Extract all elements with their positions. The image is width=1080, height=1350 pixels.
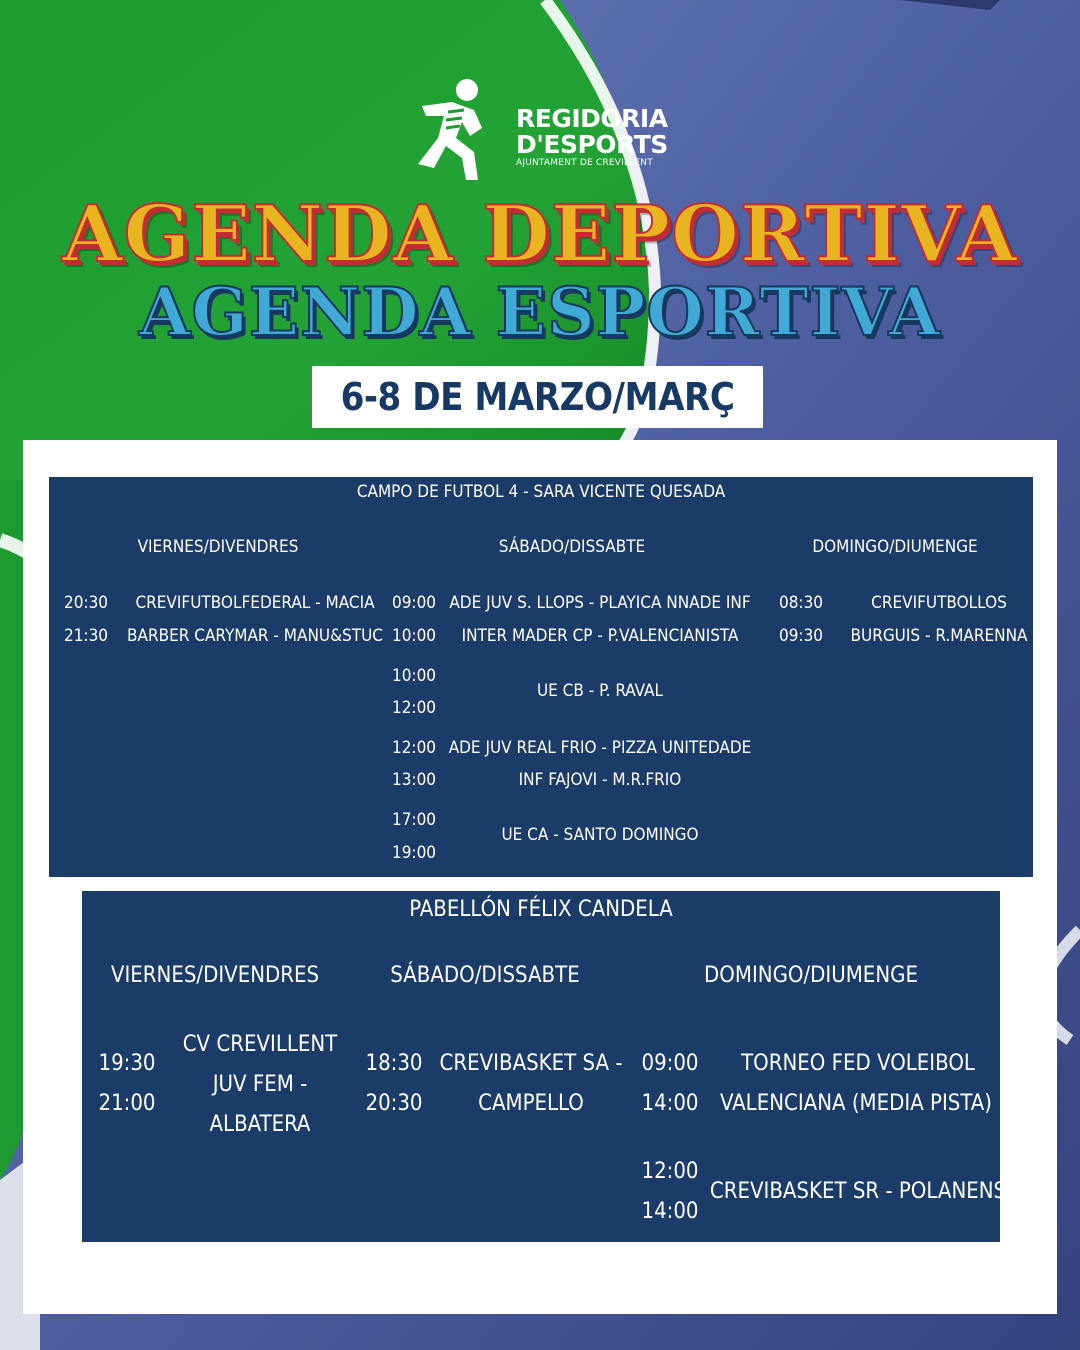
regidoria-logo xyxy=(412,76,672,186)
match-teams: VALENCIANA (MEDIA PISTA) xyxy=(720,1091,992,1116)
day-header-sunday: DOMINGO/DIUMENGE xyxy=(704,963,918,988)
title-spanish: AGENDA DEPORTIVA xyxy=(62,189,1018,280)
match-time-end: 12:00 xyxy=(391,698,437,718)
venue-title: CAMPO DE FUTBOL 4 - SARA VICENTE QUESADA xyxy=(356,482,726,502)
match-teams: TORNEO FED VOLEIBOL xyxy=(741,1051,975,1076)
day-header-friday: VIERNES/DIVENDRES xyxy=(137,537,299,557)
match-time: 09:30 xyxy=(778,626,824,646)
day-header-saturday: SÁBADO/DISSABTE xyxy=(390,963,580,988)
day-header-saturday: SÁBADO/DISSABTE xyxy=(498,537,646,557)
day-header-sunday: DOMINGO/DIUMENGE xyxy=(812,537,978,557)
match-time: 12:00 xyxy=(391,738,437,758)
match-teams: INF FAJOVI - M.R.FRIO xyxy=(518,770,682,790)
title-valencian: AGENDA ESPORTIVA xyxy=(139,273,941,351)
match-time: 09:00 xyxy=(391,593,437,613)
match-time: 10:00 xyxy=(391,626,437,646)
logo-line-2: D'ESPORTS xyxy=(516,130,668,159)
match-time-end: 14:00 xyxy=(641,1091,699,1116)
match-teams: CREVIFUTBOLFEDERAL - MACIA xyxy=(135,593,375,613)
match-teams: ADE JUV S. LLOPS - PLAYICA NNADE INF xyxy=(449,593,751,613)
match-time: 18:30 xyxy=(365,1051,423,1076)
logo-line-1: REGIDORIA xyxy=(516,104,668,133)
match-teams: CV CREVILLENT xyxy=(182,1032,338,1057)
match-time: 17:00 xyxy=(391,810,437,830)
match-time-end: 14:00 xyxy=(641,1199,699,1224)
venue-title: PABELLÓN FÉLIX CANDELA xyxy=(409,897,673,922)
match-teams: UE CA - SANTO DOMINGO xyxy=(501,825,699,845)
logo-line-3: AJUNTAMENT DE CREVILLENT xyxy=(516,158,653,168)
date-banner: 6-8 DE MARZO/MARÇ xyxy=(312,366,763,428)
match-time: 08:30 xyxy=(778,593,824,613)
match-time: 10:00 xyxy=(391,666,437,686)
match-teams: UE CB - P. RAVAL xyxy=(536,681,664,701)
match-teams: JUV FEM - xyxy=(212,1072,308,1097)
match-time: 09:00 xyxy=(641,1051,699,1076)
match-teams: INTER MADER CP - P.VALENCIANISTA xyxy=(461,626,739,646)
match-teams: CREVIBASKET SR - POLANENS xyxy=(709,1179,1007,1204)
match-time-end: 19:00 xyxy=(391,843,437,863)
match-teams: BARBER CARYMAR - MANU&STUC xyxy=(127,626,383,646)
runner-icon xyxy=(412,76,512,186)
match-teams: BURGUIS - R.MARENNA xyxy=(850,626,1028,646)
match-time-end: 21:00 xyxy=(98,1091,156,1116)
match-teams: CREVIBASKET SA - xyxy=(439,1051,623,1076)
match-time-end: 20:30 xyxy=(365,1091,423,1116)
match-teams: ALBATERA xyxy=(209,1112,311,1137)
match-time: 13:00 xyxy=(391,770,437,790)
match-time: 12:00 xyxy=(641,1159,699,1184)
match-time: 21:30 xyxy=(63,626,109,646)
match-teams: CREVIFUTBOLLOS xyxy=(871,593,1007,613)
match-teams: ADE JUV REAL FRIO - PIZZA UNITEDADE xyxy=(448,738,752,758)
match-teams: CAMPELLO xyxy=(478,1091,584,1116)
day-header-friday: VIERNES/DIVENDRES xyxy=(110,963,320,988)
match-time: 19:30 xyxy=(98,1051,156,1076)
match-time: 20:30 xyxy=(63,593,109,613)
